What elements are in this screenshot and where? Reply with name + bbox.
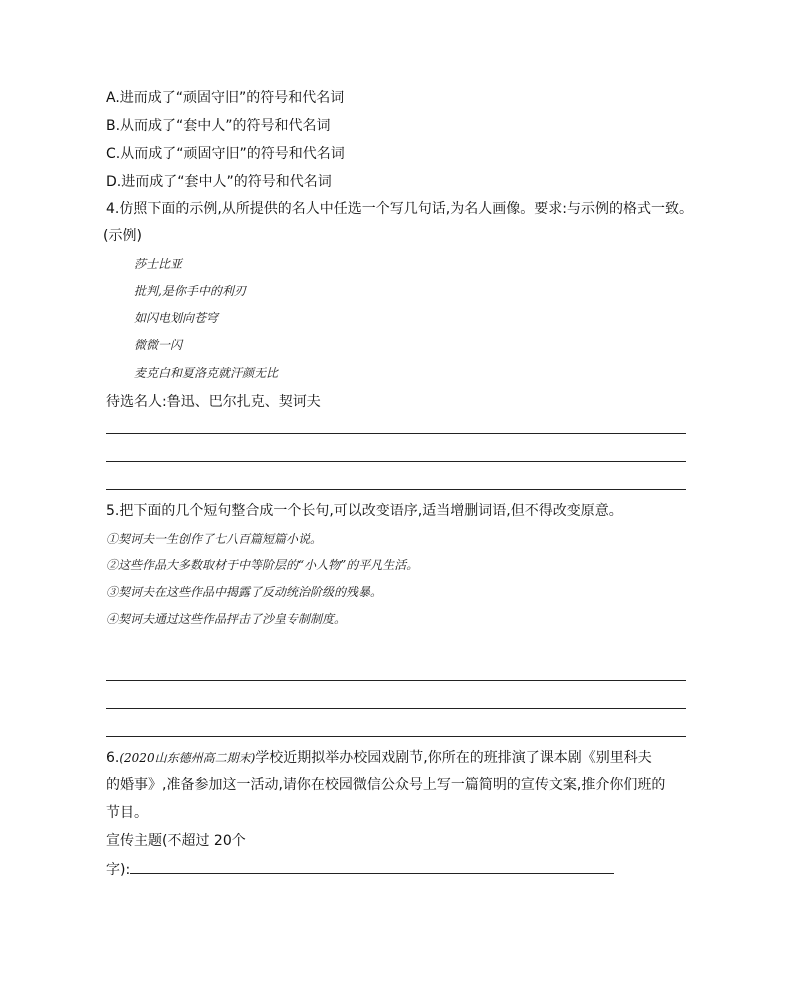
option-d: D.进而成了“套中人”的符号和代名词 xyxy=(106,174,332,190)
q5-answer-line[interactable] xyxy=(106,680,686,681)
q4-example-line: 莎士比亚 xyxy=(134,257,183,271)
q4-answer-line[interactable] xyxy=(106,489,686,490)
q6-prompt-line xyxy=(106,748,652,768)
q5-prompt: 5.把下面的几个短句整合成一个长句,可以改变语序,适当增删词语,但不得改变原意。 xyxy=(106,503,623,519)
option-b: B.从而成了“套中人”的符号和代名词 xyxy=(106,118,331,134)
option-c: C.从而成了“顽固守旧”的符号和代名词 xyxy=(106,146,345,162)
q6-source: (2020山东德州高二期末) xyxy=(119,751,256,765)
q5-sentence: ②这些作品大多数取材于中等阶层的“小人物”的平凡生活。 xyxy=(106,558,419,572)
q4-answer-line[interactable] xyxy=(106,433,686,434)
q5-answer-line[interactable] xyxy=(106,736,686,737)
q6-theme-row xyxy=(106,859,614,880)
q6-theme-answer-line[interactable] xyxy=(130,859,614,874)
q5-answer-line[interactable] xyxy=(106,708,686,709)
q6-theme-label: 宣传主题(不超过 20个 xyxy=(106,833,246,849)
q4-prompt: 4.仿照下面的示例,从所提供的名人中任选一个写几句话,为名人画像。要求:与示例的格式一致。 xyxy=(106,201,693,217)
q4-example-line: 微微一闪 xyxy=(134,338,183,352)
q6-number: 6. xyxy=(106,750,120,766)
q5-sentence: ③契诃夫在这些作品中揭露了反动统治阶级的残暴。 xyxy=(106,585,383,599)
q6-prompt-line: 的婚事》,准备参加这一活动,请你在校园微信公众号上写一篇简明的宣传文案,推介你们班的 xyxy=(106,777,666,793)
q4-candidates: 待选名人:鲁迅、巴尔扎克、契诃夫 xyxy=(106,394,321,410)
q6-prompt-line: 节目。 xyxy=(106,805,148,821)
q5-sentence: ①契诃夫一生创作了七八百篇短篇小说。 xyxy=(106,532,323,546)
option-a: A.进而成了“顽固守旧”的符号和代名词 xyxy=(106,90,345,106)
q4-answer-line[interactable] xyxy=(106,461,686,462)
q4-example-label: (示例) xyxy=(103,228,142,244)
q5-sentence: ④契诃夫通过这些作品抨击了沙皇专制制度。 xyxy=(106,612,347,626)
q6-prompt-text: 学校近期拟举办校园戏剧节,你所在的班排演了课本剧《别里科夫 xyxy=(255,750,652,766)
q6-theme-label-end: 字): xyxy=(106,862,131,878)
q4-example-line: 如闪电划向苍穹 xyxy=(134,311,219,325)
q4-example-line: 麦克白和夏洛克就汗颜无比 xyxy=(134,366,279,380)
q4-example-line: 批判,是你手中的利刃 xyxy=(134,284,246,298)
